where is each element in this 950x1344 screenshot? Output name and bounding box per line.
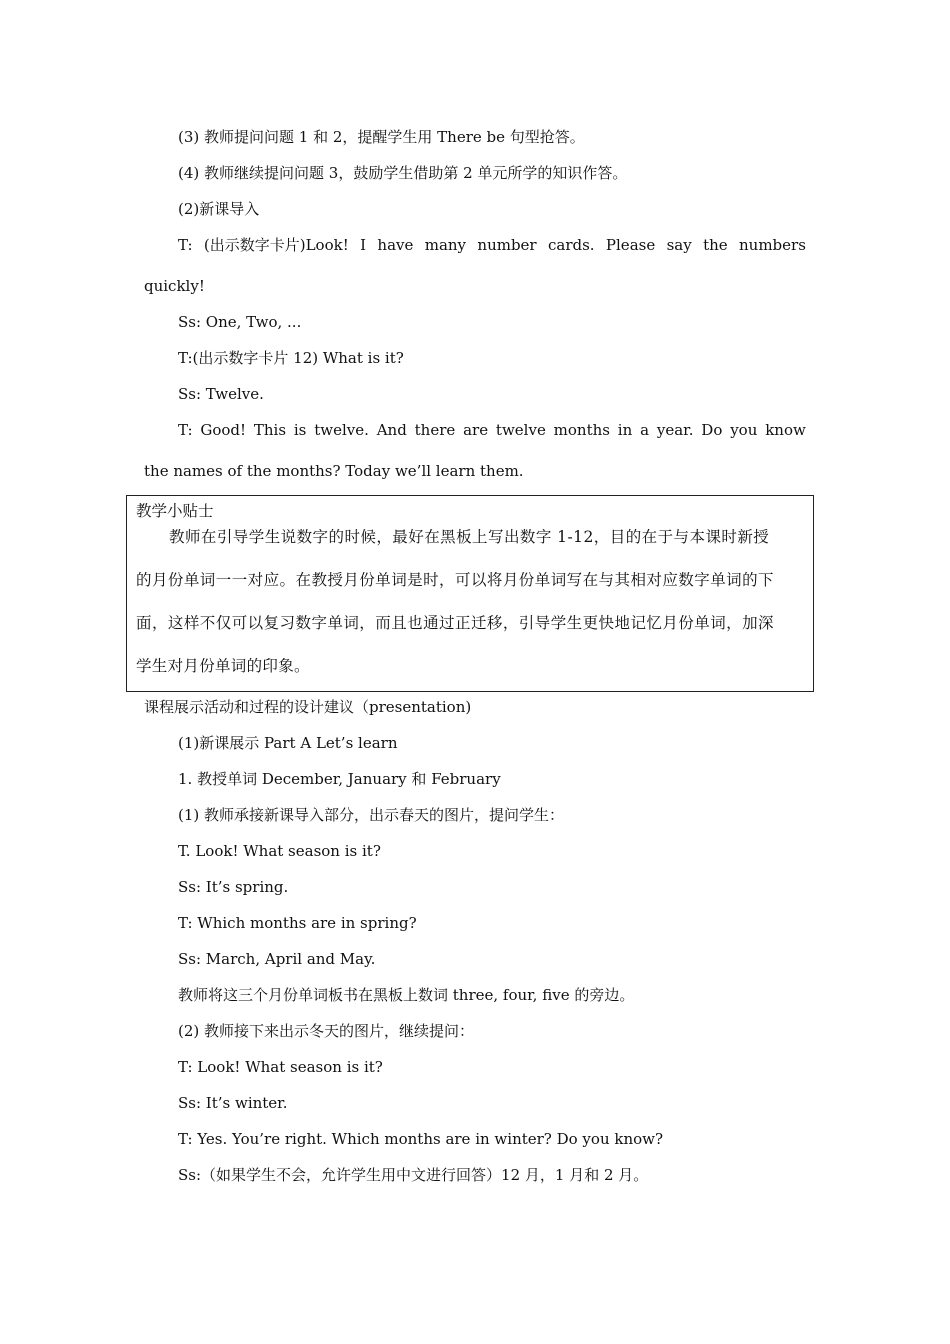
word: Good! [200, 421, 247, 439]
dialogue-teacher-2: T:(出示数字卡片 12) What is it? [178, 349, 404, 367]
word: year. [656, 421, 694, 439]
word: there [414, 421, 456, 439]
dialogue-students-2: Ss: Twelve. [178, 385, 264, 403]
word: twelve [495, 421, 546, 439]
dialogue-line: Ss: It’s spring. [178, 878, 289, 896]
dialogue-teacher-1-line-1 [178, 235, 806, 255]
dialogue-line: T. Look! What season is it? [178, 842, 381, 860]
item-1-heading: 1. 教授单词 December, January 和 February [178, 770, 501, 788]
section-new-lesson-intro: (2)新课导入 [178, 200, 260, 218]
dialogue-line: T: Which months are in spring? [178, 914, 417, 932]
dialogue-line: T: Yes. You’re right. Which months are in winter? Do you know? [178, 1130, 664, 1148]
word: are [463, 421, 489, 439]
word: have [377, 236, 414, 254]
word: is [293, 421, 307, 439]
word: I [360, 236, 367, 254]
part-a-heading: (1)新课展示 Part A Let’s learn [178, 734, 398, 752]
step-4-text: (4) 教师继续提问问题 3，鼓励学生借助第 2 单元所学的知识作答。 [178, 164, 628, 182]
sub-step-2: (2) 教师接下来出示冬天的图片，继续提问： [178, 1022, 475, 1040]
word: Please [605, 236, 656, 254]
sub-step-1: (1) 教师承接新课导入部分，出示春天的图片，提问学生： [178, 806, 565, 824]
instruction-line: 教师将这三个月份单词板书在黑板上数词 three, four, five 的旁边。 [178, 986, 635, 1004]
teaching-tip-box [126, 495, 814, 692]
step-3-text: (3) 教师提问问题 1 和 2，提醒学生用 There be 句型抢答。 [178, 128, 585, 146]
word: a [640, 421, 650, 439]
dialogue-line: Ss: March, April and May. [178, 950, 376, 968]
word: Do [701, 421, 723, 439]
dialogue-teacher-3-line-1 [178, 420, 806, 440]
word: say [666, 236, 692, 254]
tip-title: 教学小贴士 [136, 502, 214, 520]
word: T: [178, 236, 193, 254]
dialogue-teacher-3-line-2: the names of the months? Today we’ll learn them. [144, 462, 524, 480]
dialogue-line: T: Look! What season is it? [178, 1058, 383, 1076]
word: twelve. [314, 421, 369, 439]
tip-line-2: 的月份单词一一对应。在教授月份单词是时，可以将月份单词写在与其相对应数字单词的下 [136, 571, 775, 589]
word: (出示数字卡片)Look! [203, 236, 349, 254]
word: know [765, 421, 806, 439]
word: months [553, 421, 610, 439]
word: This [253, 421, 287, 439]
word: numbers [739, 236, 806, 254]
word: T: [178, 421, 193, 439]
word: many [424, 236, 467, 254]
tip-line-1: 教师在引导学生说数字的时候，最好在黑板上写出数字 1-12，目的在于与本课时新授 [169, 528, 770, 546]
word: in [617, 421, 633, 439]
dialogue-teacher-1-line-2: quickly! [144, 277, 205, 295]
tip-line-3: 面，这样不仅可以复习数字单词，而且也通过正迁移，引导学生更快地记忆月份单词，加深 [136, 614, 775, 632]
word: you [730, 421, 758, 439]
word: number [477, 236, 537, 254]
dialogue-line: Ss: It’s winter. [178, 1094, 288, 1112]
word: the [703, 236, 728, 254]
word: cards. [547, 236, 595, 254]
dialogue-students-1: Ss: One, Two, ... [178, 313, 302, 331]
word: And [376, 421, 407, 439]
dialogue-line: Ss:（如果学生不会，允许学生用中文进行回答）12 月，1 月和 2 月。 [178, 1166, 649, 1184]
presentation-heading: 课程展示活动和过程的设计建议（presentation) [144, 698, 472, 716]
tip-line-4: 学生对月份单词的印象。 [136, 657, 310, 675]
